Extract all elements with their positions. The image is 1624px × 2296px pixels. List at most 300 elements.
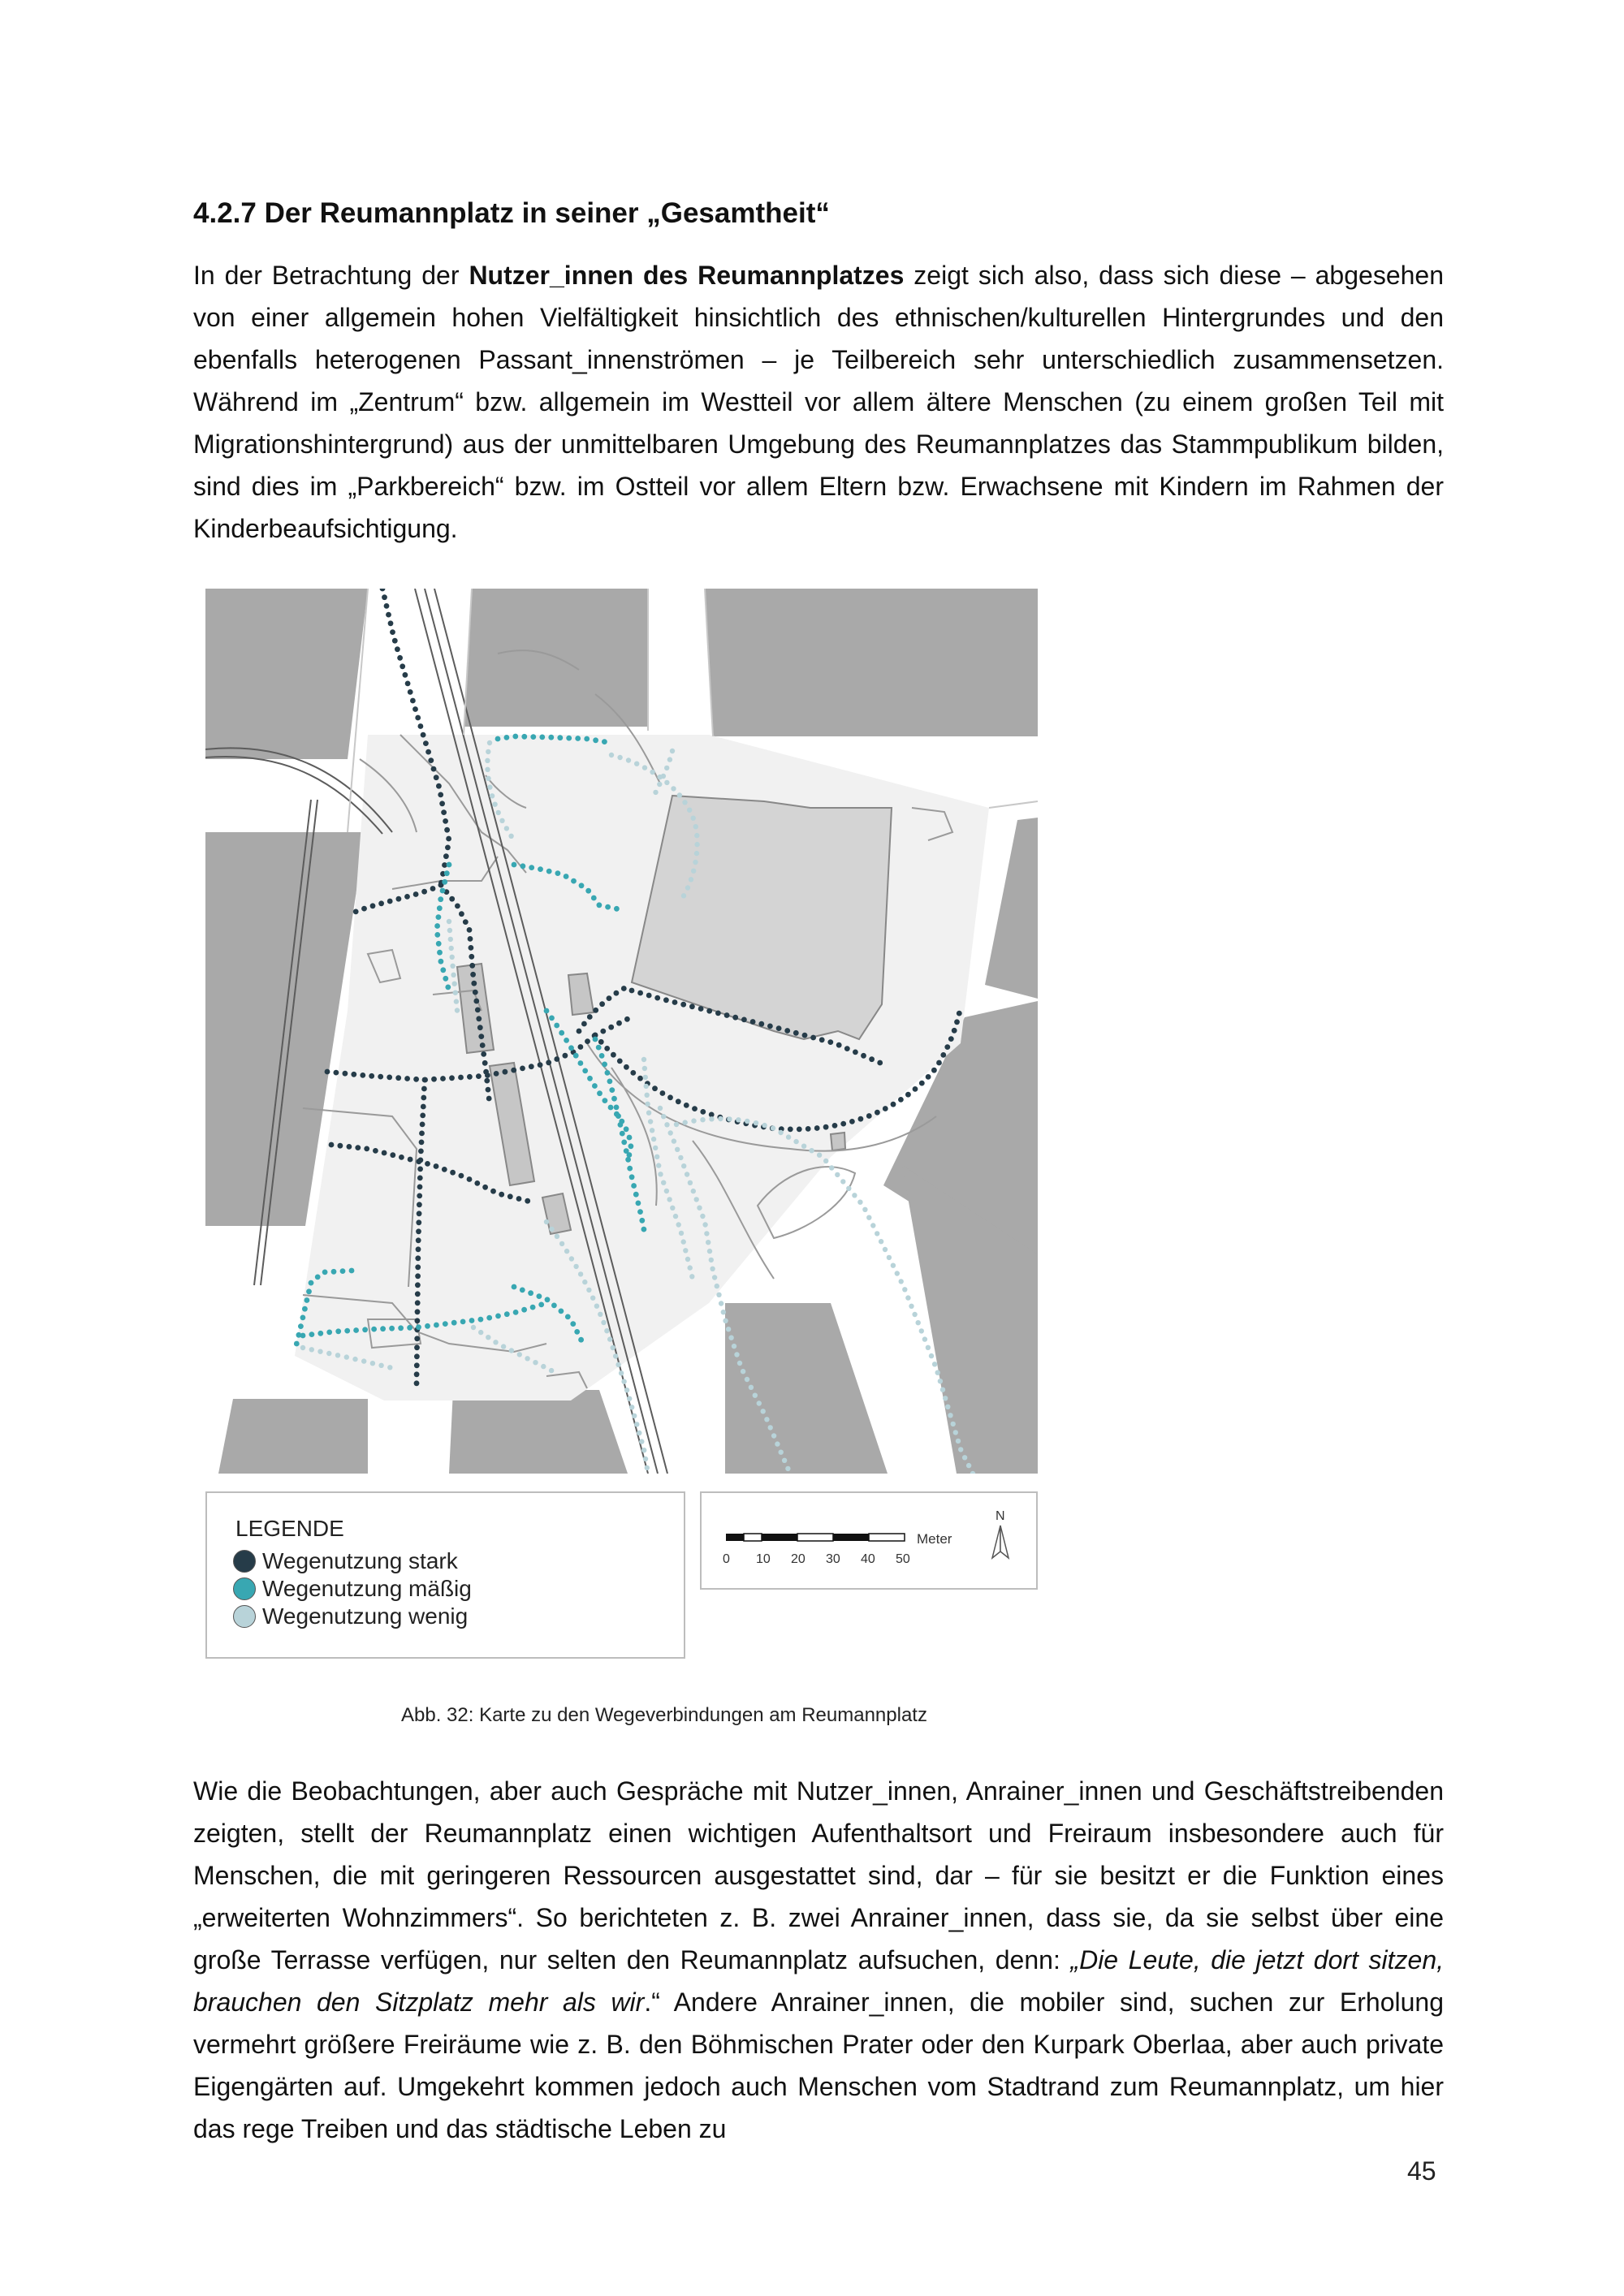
- path-dot: [573, 1264, 578, 1269]
- path-dot: [539, 735, 545, 740]
- path-dot: [569, 1256, 574, 1261]
- path-dot: [849, 1119, 855, 1124]
- path-dot: [605, 1070, 611, 1076]
- path-dot: [614, 990, 620, 996]
- path-dot: [326, 1351, 331, 1356]
- path-dot: [437, 950, 443, 956]
- path-dot: [441, 809, 447, 815]
- path-dot: [951, 1422, 956, 1426]
- path-dot: [869, 1056, 875, 1062]
- legend-label-moderate: Wegenutzung mäßig: [262, 1576, 472, 1601]
- path-dot: [414, 1380, 420, 1386]
- path-dot: [832, 1123, 838, 1129]
- path-dot: [453, 990, 458, 995]
- path-dot: [687, 808, 692, 813]
- path-dot: [537, 1293, 542, 1299]
- path-dot: [657, 782, 662, 787]
- body-text-1: Wie die Beobachtungen, aber auch Gespräche mit Nutzer_innen, Anrainer_innen und Geschäftstreibenden zeigten, stellt der Reumannplatz einen wichtigen Aufenthaltsort und Freiraum insbesondere auch für Menschen, die mit geringeren Ressourcen ausgestattet sind, dar – für sie besitzt er die Funktion eines „erweiterten Wohnzimmers“. So berichteten z. B. zwei Anrainer_innen, dass sie, da sie selbst über eine große Terrasse verfügen, nur selten den Reumannplatz aufsuchen, denn:: [193, 1776, 1444, 1974]
- path-dot: [593, 1008, 598, 1013]
- path-dot: [677, 792, 682, 797]
- site-map: [205, 589, 1038, 1474]
- path-dot: [675, 1147, 680, 1152]
- path-dot: [549, 1368, 554, 1373]
- intro-text-2: zeigt sich also, dass sich diese – abgesehen von einer allgemein hohen Vielfältigkeit hinsichtlich des ethnischen/kulturellen Hintergrundes und den ebenfalls heterogenen Passant_innenströmen – je Teilbereich sehr unterschiedlich zusammensetzen. Während im „Zentrum“ bzw. allgemein im Westteil vor allem ältere Menschen (zu einem großen Teil mit Migrationshintergrund) aus der unmittelbaren Umgebung des Reumannplatzes das Stammpublikum bilden, sind dies im „Parkbereich“ bzw. im Ostteil vor allem Eltern bzw. Erwachsene mit Kindern im Rahmen der Kinderbeaufsichtigung.: [193, 261, 1445, 543]
- path-dot: [835, 1172, 840, 1177]
- path-dot: [634, 762, 639, 766]
- path-dot: [509, 1348, 514, 1353]
- path-dot: [571, 878, 577, 884]
- path-dot: [475, 1008, 481, 1013]
- path-dot: [403, 672, 408, 678]
- path-dot: [609, 753, 614, 757]
- path-dot: [300, 1333, 306, 1339]
- path-dot: [438, 896, 443, 902]
- path-dot: [492, 802, 497, 807]
- path-dot: [471, 981, 477, 986]
- path-dot: [575, 736, 581, 741]
- path-dot: [758, 1021, 764, 1027]
- path-dot: [685, 885, 690, 890]
- path-dot: [370, 1361, 375, 1366]
- path-dot: [704, 1231, 709, 1236]
- path-dot: [771, 1125, 775, 1130]
- path-dot: [533, 1360, 538, 1365]
- path-dot: [338, 1143, 343, 1149]
- path-dot: [700, 1214, 705, 1219]
- path-dot: [443, 976, 448, 982]
- path-dot: [683, 1248, 688, 1253]
- path-dot: [614, 1105, 620, 1111]
- path-dot: [611, 1096, 617, 1102]
- path-dot: [724, 1012, 730, 1018]
- path-dot: [709, 1116, 714, 1121]
- path-dot: [486, 1096, 492, 1102]
- path-dot: [775, 1441, 780, 1446]
- path-dot: [448, 937, 453, 942]
- path-dot: [521, 734, 527, 740]
- scale-tick: 0: [723, 1552, 730, 1566]
- path-dot: [555, 870, 561, 876]
- path-dot: [604, 1328, 609, 1333]
- path-dot: [499, 1192, 504, 1198]
- path-dot: [564, 1038, 569, 1043]
- path-dot: [912, 1312, 917, 1317]
- path-dot: [944, 1044, 950, 1050]
- path-dot: [940, 1388, 945, 1392]
- path-dot: [482, 1185, 488, 1190]
- path-dot: [956, 1439, 961, 1444]
- path-dot: [962, 1455, 967, 1460]
- path-dot: [434, 923, 440, 929]
- path-dot: [306, 1288, 312, 1294]
- path-dot: [624, 1064, 629, 1070]
- path-dot: [691, 1118, 696, 1123]
- path-dot: [823, 1124, 829, 1130]
- path-dot: [664, 1122, 669, 1127]
- path-dot: [688, 1180, 693, 1185]
- path-dot: [966, 1463, 971, 1468]
- path-dot: [541, 1364, 546, 1369]
- path-dot: [439, 801, 445, 806]
- path-dot: [785, 1466, 790, 1471]
- path-dot: [463, 919, 469, 925]
- path-dot: [459, 1173, 464, 1179]
- legend-dot-weak-icon: [233, 1605, 256, 1628]
- path-dot: [538, 1302, 544, 1308]
- path-dot: [721, 1310, 726, 1314]
- scale-tick: 50: [896, 1552, 910, 1566]
- path-dot: [634, 1422, 639, 1426]
- path-dot: [349, 1268, 355, 1274]
- path-dot: [797, 1127, 802, 1133]
- path-dot: [948, 1036, 954, 1042]
- path-dot: [419, 1140, 425, 1146]
- path-dot: [485, 758, 490, 763]
- path-dot: [771, 1433, 776, 1438]
- path-dot: [879, 1239, 883, 1244]
- path-dot: [715, 1011, 721, 1016]
- path-dot: [326, 1330, 332, 1336]
- path-dot: [932, 1362, 937, 1366]
- path-dot: [404, 894, 410, 900]
- path-dot: [455, 904, 460, 909]
- path-dot: [710, 1267, 715, 1271]
- path-dot: [806, 1126, 811, 1132]
- path-dot: [300, 1315, 306, 1321]
- path-dot: [434, 1323, 439, 1328]
- path-dot: [417, 1176, 423, 1181]
- path-dot: [607, 1079, 613, 1085]
- path-dot: [745, 1119, 749, 1124]
- path-dot: [840, 1179, 845, 1184]
- path-dot: [678, 1155, 683, 1160]
- path-dot: [630, 1070, 636, 1076]
- path-dot: [414, 1336, 420, 1341]
- path-dot: [425, 749, 431, 755]
- path-dot: [447, 862, 452, 868]
- path-dot: [486, 1087, 491, 1093]
- path-dot: [476, 1016, 482, 1021]
- path-dot: [604, 1046, 610, 1051]
- path-dot: [422, 1077, 428, 1083]
- path-dot: [416, 1228, 421, 1234]
- path-dot: [420, 1122, 425, 1128]
- path-dot: [621, 1379, 626, 1384]
- path-dot: [919, 1081, 925, 1086]
- path-dot: [344, 1354, 349, 1359]
- path-dot: [388, 620, 394, 626]
- path-dot: [512, 1284, 517, 1290]
- path-dot: [408, 689, 413, 695]
- path-dot: [592, 1083, 598, 1089]
- legend-dot-strong-icon: [233, 1550, 256, 1573]
- path-dot: [490, 793, 495, 798]
- path-dot: [361, 1358, 366, 1363]
- path-dot: [450, 964, 455, 969]
- path-dot: [521, 1307, 527, 1313]
- path-dot: [846, 1186, 851, 1191]
- path-dot: [538, 1062, 543, 1068]
- path-dot: [447, 928, 452, 933]
- path-dot: [836, 1042, 842, 1048]
- path-dot: [577, 1029, 582, 1034]
- path-dot: [926, 1074, 931, 1080]
- legend-item-strong: [233, 1548, 458, 1574]
- path-dot: [478, 1317, 484, 1323]
- path-dot: [660, 1090, 666, 1096]
- path-dot: [858, 1116, 864, 1122]
- path-dot: [584, 736, 590, 742]
- path-dot: [480, 1042, 486, 1048]
- path-dot: [481, 1051, 486, 1057]
- path-dot: [650, 1128, 654, 1133]
- path-dot: [302, 1306, 308, 1312]
- path-dot: [369, 1073, 374, 1079]
- path-dot: [529, 865, 534, 870]
- path-dot: [809, 1148, 814, 1153]
- path-dot: [386, 612, 391, 618]
- path-dot: [451, 1320, 457, 1326]
- path-dot: [443, 818, 448, 824]
- path-dot: [891, 1263, 896, 1268]
- path-dot: [525, 1198, 530, 1204]
- path-dot: [870, 1223, 875, 1228]
- path-dot: [624, 1388, 629, 1392]
- path-dot: [810, 1035, 816, 1041]
- path-dot: [418, 1149, 424, 1154]
- path-dot: [415, 715, 421, 721]
- path-dot: [414, 1353, 420, 1359]
- path-dot: [608, 1025, 614, 1030]
- path-dot: [602, 1062, 607, 1068]
- path-dot: [415, 1255, 421, 1261]
- path-dot: [957, 1011, 962, 1016]
- path-dot: [378, 1363, 383, 1368]
- path-dot: [607, 1336, 612, 1341]
- path-dot: [417, 1211, 422, 1216]
- path-dot: [412, 706, 418, 712]
- path-dot: [767, 1024, 773, 1029]
- path-dot: [467, 927, 473, 933]
- path-dot: [425, 1161, 430, 1167]
- legend-item-moderate: [233, 1576, 472, 1602]
- path-dot: [954, 1019, 960, 1025]
- path-dot: [656, 1163, 661, 1167]
- path-dot: [455, 1008, 460, 1012]
- scale-bar: [702, 1493, 1036, 1588]
- path-dot: [399, 1154, 404, 1160]
- path-dot: [726, 1327, 731, 1331]
- path-dot: [691, 1189, 696, 1193]
- path-dot: [613, 1353, 618, 1358]
- path-dot: [853, 1050, 858, 1055]
- path-dot: [691, 869, 696, 874]
- path-dot: [617, 755, 622, 760]
- path-dot: [551, 1303, 557, 1309]
- path-dot: [334, 1070, 339, 1076]
- path-dot: [750, 1019, 756, 1025]
- path-dot: [681, 1163, 686, 1168]
- path-dot: [648, 1119, 653, 1124]
- path-dot: [496, 810, 501, 815]
- path-dot: [948, 1413, 952, 1418]
- body-quote: „Die Leute, die jetzt dort sitzen, brauchen den Sitzplatz mehr als wir: [193, 1945, 1445, 2017]
- path-dot: [454, 999, 459, 1003]
- path-dot: [442, 1167, 447, 1172]
- path-dot: [444, 870, 450, 876]
- path-dot: [395, 646, 400, 652]
- path-dot: [513, 1310, 519, 1315]
- path-dot: [564, 1249, 569, 1254]
- scale-bar-box: [700, 1491, 1038, 1590]
- path-dot: [737, 1361, 742, 1366]
- path-dot: [661, 1114, 666, 1119]
- path-dot: [732, 1015, 738, 1021]
- path-dot: [862, 1207, 867, 1212]
- path-dot: [512, 862, 517, 868]
- path-dot: [727, 1116, 732, 1121]
- path-dot: [784, 1028, 790, 1034]
- path-dot: [905, 1092, 911, 1098]
- path-dot: [530, 734, 536, 740]
- path-dot: [398, 1325, 404, 1331]
- path-dot: [645, 1102, 650, 1107]
- path-dot: [451, 973, 456, 978]
- path-dot: [421, 1086, 427, 1092]
- path-dot: [478, 1034, 484, 1039]
- path-dot: [387, 1075, 392, 1081]
- path-dot: [693, 824, 698, 829]
- path-dot: [645, 1093, 650, 1098]
- path-dot: [702, 1222, 707, 1227]
- path-dot: [437, 905, 443, 911]
- path-dot: [768, 1425, 773, 1430]
- path-dot: [779, 1450, 784, 1455]
- path-dot: [415, 1273, 421, 1279]
- path-dot: [382, 1150, 387, 1156]
- path-dot: [417, 1167, 423, 1172]
- north-label: N: [996, 1509, 1005, 1523]
- path-dot: [953, 1430, 958, 1435]
- path-dot: [517, 1352, 522, 1357]
- path-dot: [423, 740, 429, 746]
- path-dot: [452, 982, 457, 986]
- path-dot: [396, 896, 402, 902]
- path-dot: [392, 638, 398, 644]
- path-dot: [593, 1037, 598, 1042]
- scale-unit: Meter: [917, 1531, 952, 1547]
- path-dot: [887, 1255, 892, 1260]
- path-dot: [734, 1352, 739, 1357]
- body-text-2: .“ Andere Anrainer_innen, die mobiler sind, suchen zur Erholung vermehrt größere Freiräume wie z. B. den Böhmischen Prater oder den Kurpark Oberlaa, aber auch private Eigengärten auf. Umgekehrt kommen jedoch auch Menschen vom Stadtrand zum Reumannplatz, um hier das rege Treiben und das städtische Leben zu: [193, 1987, 1445, 2143]
- path-dot: [827, 1039, 833, 1045]
- scale-segment: [744, 1534, 762, 1541]
- path-dot: [670, 749, 675, 753]
- path-dot: [866, 1215, 871, 1220]
- path-dot: [745, 1377, 749, 1382]
- path-dot: [300, 1345, 305, 1350]
- path-dot: [693, 860, 698, 865]
- path-dot: [952, 1028, 957, 1034]
- path-dot: [716, 1293, 721, 1297]
- path-dot: [801, 1144, 806, 1149]
- path-dot: [651, 1137, 656, 1142]
- path-dot: [353, 1327, 359, 1333]
- path-dot: [689, 1003, 695, 1009]
- path-dot: [421, 1095, 426, 1101]
- path-dot: [410, 698, 416, 704]
- path-dot: [689, 877, 693, 882]
- path-dot: [637, 990, 643, 996]
- path-dot: [431, 766, 437, 772]
- path-dot: [579, 883, 585, 888]
- path-dot: [658, 1172, 663, 1176]
- path-dot: [658, 1106, 663, 1111]
- path-dot: [624, 1148, 629, 1154]
- path-dot: [554, 1023, 559, 1029]
- path-dot: [929, 1353, 934, 1358]
- path-dot: [538, 866, 543, 872]
- path-dot: [546, 869, 552, 874]
- path-dot: [405, 681, 411, 687]
- path-dot: [672, 1138, 676, 1143]
- path-dot: [861, 1053, 866, 1059]
- path-dot: [663, 997, 669, 1003]
- path-dot: [618, 1122, 624, 1128]
- path-dot: [670, 1206, 675, 1211]
- path-dot: [559, 1241, 564, 1246]
- path-dot: [715, 1284, 719, 1288]
- path-dot: [361, 906, 367, 912]
- path-dot: [857, 1200, 862, 1205]
- path-dot: [620, 1131, 625, 1137]
- path-dot: [691, 816, 696, 821]
- path-dot: [685, 1172, 689, 1176]
- path-dot: [632, 1413, 637, 1418]
- path-dot: [449, 946, 454, 951]
- path-dot: [559, 1309, 564, 1314]
- path-dot: [866, 1113, 872, 1119]
- path-dot: [913, 1086, 918, 1092]
- path-dot: [473, 990, 478, 995]
- path-dot: [683, 1120, 688, 1124]
- path-dot: [905, 1295, 910, 1300]
- path-dot: [471, 1325, 476, 1330]
- path-dot: [611, 1345, 615, 1350]
- path-dot: [689, 1274, 694, 1279]
- path-dot: [443, 853, 449, 859]
- path-dot: [616, 1021, 622, 1026]
- path-dot: [629, 988, 635, 994]
- path-dot: [459, 911, 464, 917]
- path-dot: [570, 1321, 576, 1327]
- path-dot: [546, 1060, 551, 1065]
- scale-tick: 30: [826, 1552, 840, 1566]
- path-dot: [351, 1072, 356, 1077]
- path-dot: [414, 1344, 420, 1350]
- path-dot: [922, 1336, 927, 1341]
- path-dot: [940, 1052, 946, 1058]
- path-dot: [414, 1371, 420, 1377]
- path-dot: [344, 1328, 350, 1334]
- path-dot: [585, 1038, 590, 1044]
- path-dot: [642, 765, 647, 770]
- path-dot: [508, 1193, 513, 1199]
- path-dot: [565, 1314, 571, 1320]
- path-dot: [706, 1240, 710, 1245]
- path-dot: [407, 1325, 412, 1331]
- path-dot: [909, 1304, 914, 1309]
